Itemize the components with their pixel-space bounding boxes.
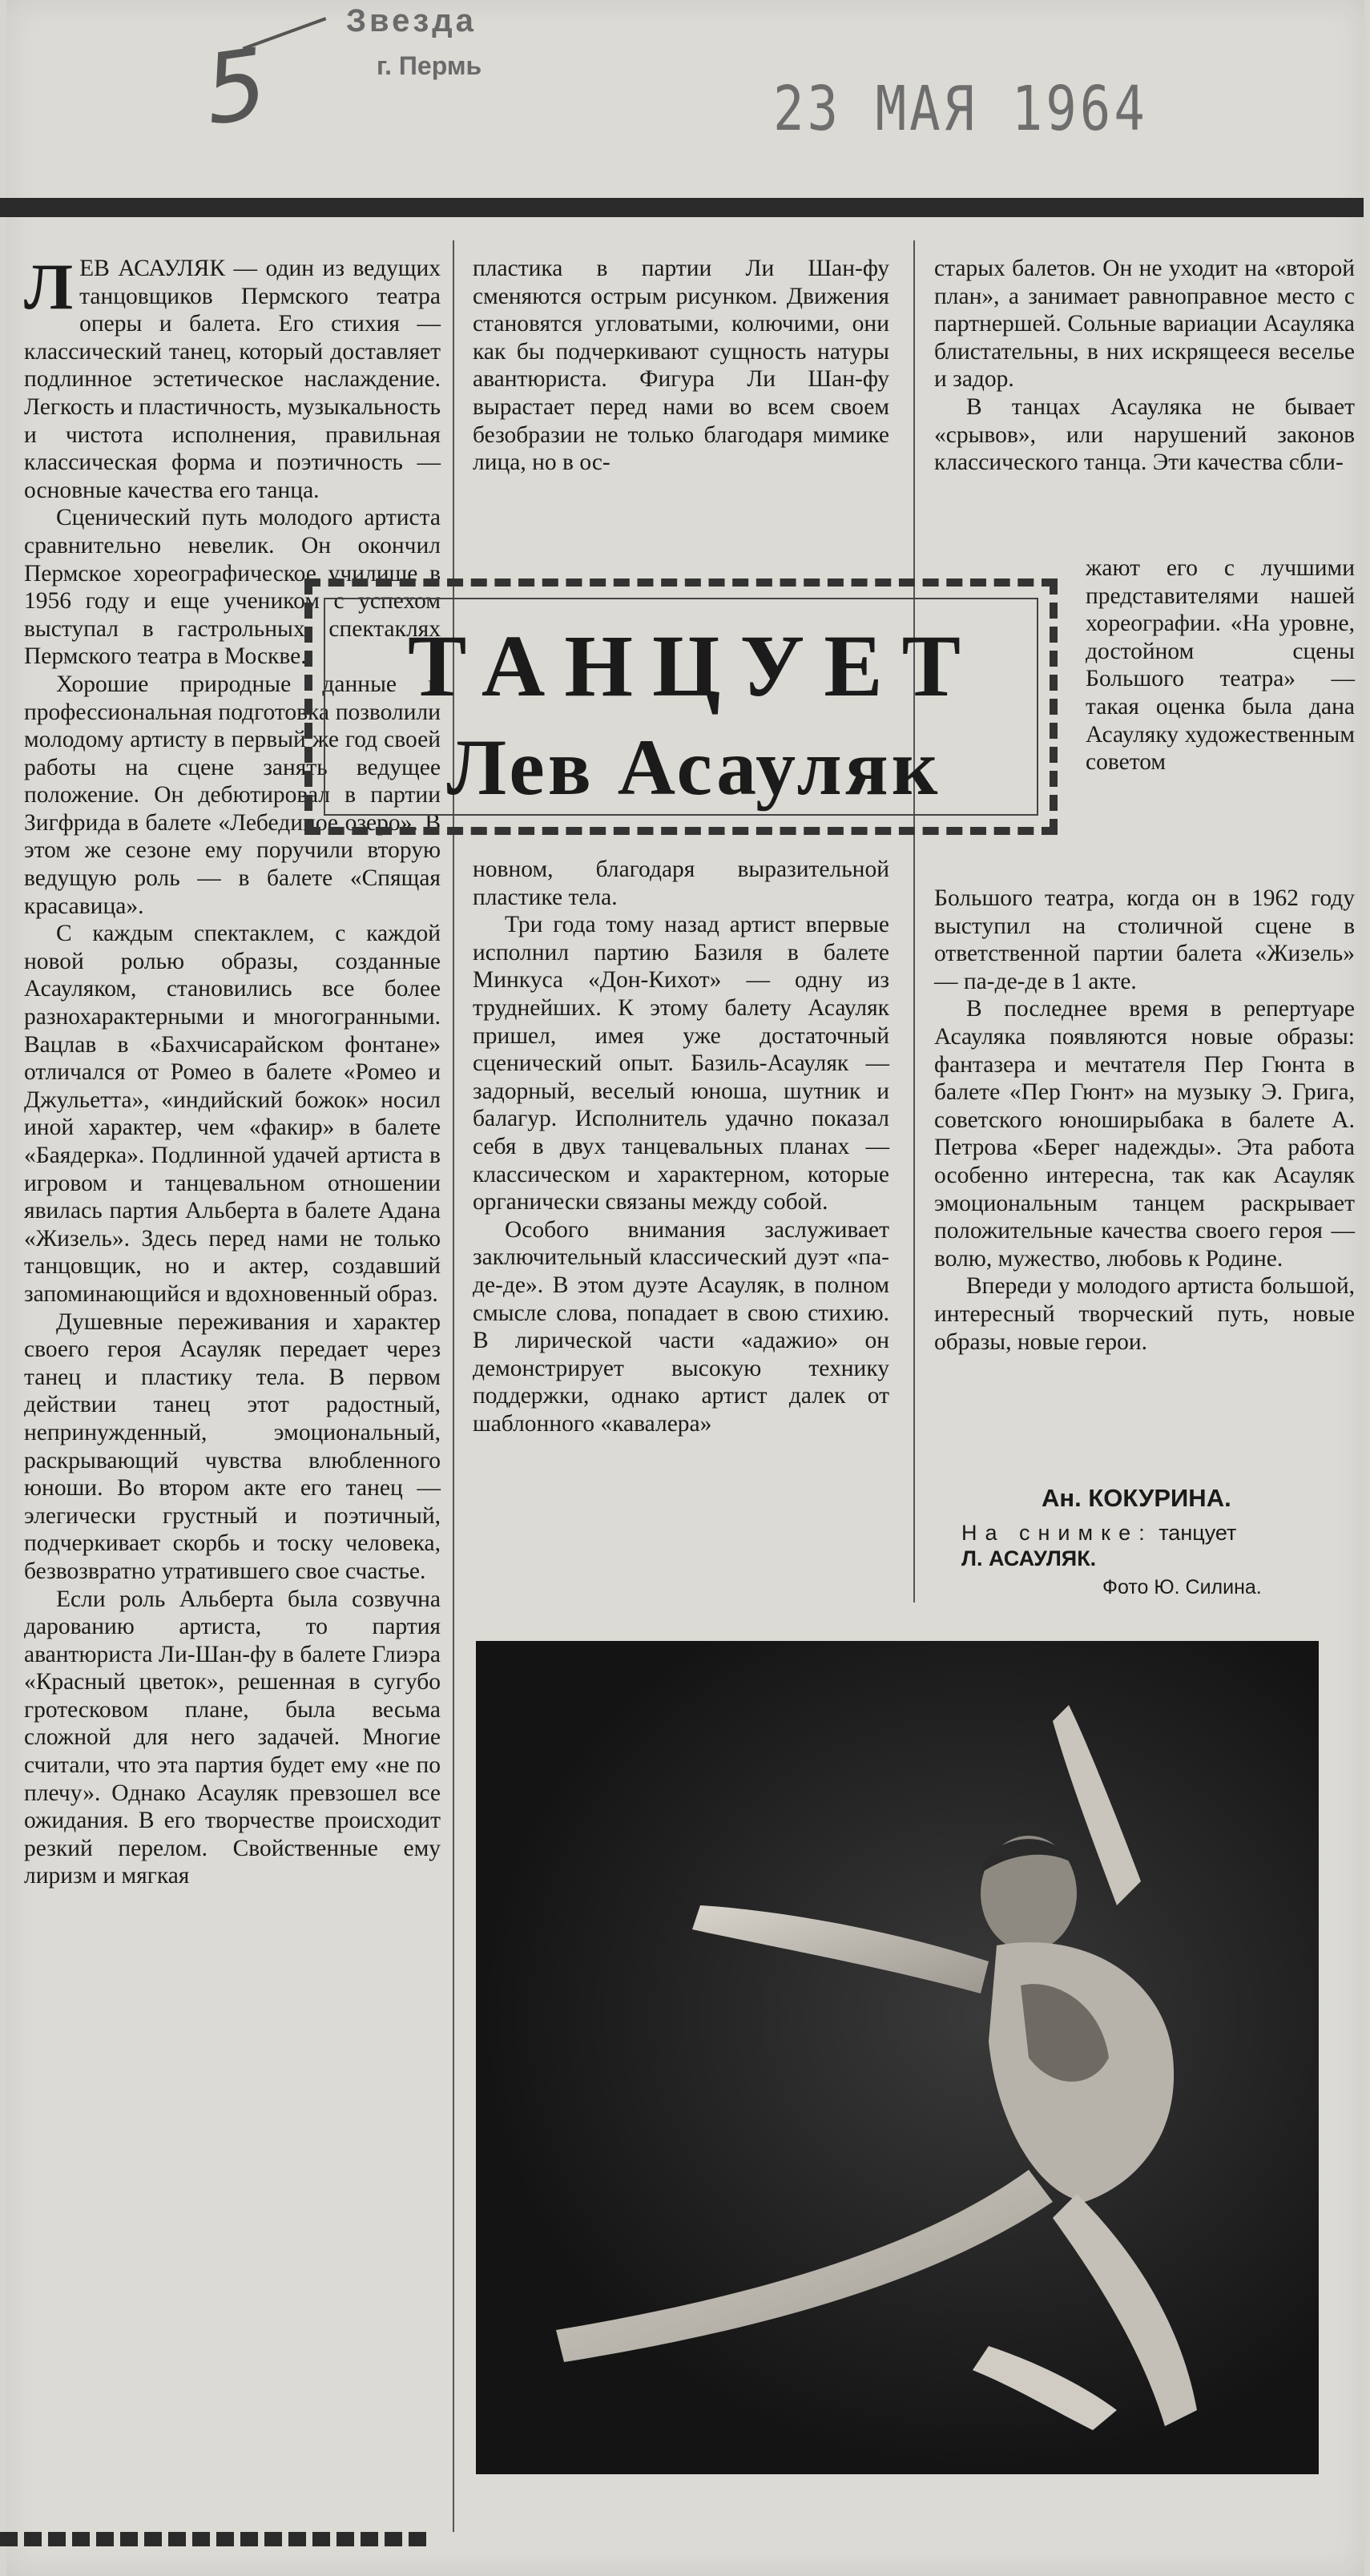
headline-line-1: ТАНЦУЕТ: [408, 617, 980, 715]
paragraph: старых балетов. Он не уходит на «второй план», а занимает равноправное место с партнершей. Сольные вариации Асауляка блистательны, в них искрящееся веселье и задор.: [934, 256, 1355, 393]
paragraph: Особого внимания заслуживает заключительный классический дуэт «па-де-де». В этом дуэте Асауляк, в полном смысле слова, попадает в свою стихию. В лирической части «адажио» он демонстрирует высокую технику поддержки, однако артист далек от шаблонного «кавалера»: [473, 1216, 889, 1437]
photo-caption: [961, 1520, 1354, 1571]
caption-label: На снимке:: [961, 1521, 1153, 1545]
lead-paragraph: ЛЕВ АСАУЛЯК — один из ведущих танцовщиков Пермского театра оперы и балета. Его стихия — классический танец, который доставляет подлинное эстетическое наслаждение. Легкость и пластичность, музыкальность и чистота исполнения, правильная классическая форма и поэтичность — основные качества его танца.: [24, 250, 441, 503]
caption-name: Л. АСАУЛЯК.: [961, 1546, 1097, 1570]
headline-box: [304, 578, 1058, 835]
paragraph: Большого театра, когда он в 1962 году выступил на столичной сцене в ответственной партии балета «Жизель» — па-де-де в 1 акте.: [934, 885, 1355, 994]
paragraph: Сценический путь молодого артиста сравнительно невелик. Он окончил Пермское хореографическое училище в 1956 году и еще учеником с успехом выступал в гастрольных спектаклях Пермского театра в Москве.: [24, 505, 441, 670]
paragraph: Впереди у молодого артиста большой, интересный творческий путь, новые образы, новые герои.: [934, 1273, 1355, 1355]
article-column-1: [24, 250, 441, 1890]
date-stamp: 23 МАЯ 1964: [773, 74, 1148, 146]
paragraph: Хорошие природные данные и профессиональная подготовка позволили молодому артисту в первый же год своей работы на сцене занять ведущее положение. Он дебютировал в партии Зигфрида в балете «Лебединое озеро». В этом же сезоне ему поручили вторую ведущую роль — в балете «Спящая красавица».: [24, 671, 441, 919]
handwritten-mark: 5: [197, 28, 274, 147]
byline: Ан. КОКУРИНА.: [1042, 1484, 1231, 1512]
article-column-3-middle: [1086, 554, 1355, 776]
headline-line-2: Лев Асауляк: [446, 723, 941, 812]
paragraph: новном, благодаря выразительной пластике тела.: [473, 857, 889, 910]
paragraph: Если роль Альберта была созвучна дарованию артиста, то партия авантюриста Ли-Шан-фу в балете Глиэра «Красный цветок», решенная в сугубо гротесковом плане, была весьма сложной для него задачей. Многие считали, что эта партия будет ему «не по плечу». Однако Асауляк превзошел все ожидания. В его творчестве происходит резкий перелом. Свойственные ему лиризм и мягкая: [24, 1586, 441, 1889]
paragraph: Душевные переживания и характер своего героя Асауляк передает через танец и пластику тела. В первом действии танец этот радостный, непринужденный, эмоциональный, раскрывающий чувства влюбленного юноши. Во втором акте его танец — элегически грустный и поэтичный, подчеркивает скорбь и тоску человека, безвозвратно утратившего свое счастье.: [24, 1308, 441, 1584]
article-column-3-top: [934, 255, 1355, 477]
column-divider: [913, 240, 915, 1602]
paragraph: В последнее время в репертуаре Асауляка появляются новые образы: фантазера и мечтателя Пер Гюнта в балете «Пер Гюнт» на музыку Э. Грига, советского юноширыбака в балете А. Петрова «Берег надежды». Эта работа особенно интересна, так как Асауляк эмоциональным танцем раскрывает положительные качества своего героя — волю, мужество, любовь к Родине.: [934, 996, 1355, 1272]
caption-text: танцует: [1158, 1521, 1237, 1545]
newspaper-city: г. Пермь: [377, 51, 482, 80]
dancer-silhouette: [476, 1641, 1319, 2474]
paragraph: жают его с лучшими представителями нашей хореографии. «На уровне, достойном сцены Большого театра» — такая оценка была дана Асауляку художественным советом: [1086, 555, 1355, 776]
photo-credit: Фото Ю. Силина.: [1102, 1576, 1262, 1598]
article-column-3-bottom: [934, 885, 1355, 1356]
paragraph: В танцах Асауляка не бывает «срывов», или нарушений законов классического танца. Эти качества сбли-: [934, 393, 1355, 476]
paragraph: пластика в партии Ли Шан-фу сменяются острым рисунком. Движения становятся угловатыми, колючими, они как бы подчеркивают сущность натуры авантюриста. Фигура Ли Шан-фу вырастает перед нами во всем своем безобразии не только благодаря мимике лица, но в ос-: [473, 256, 889, 476]
newspaper-name: Звезда: [346, 3, 477, 38]
top-rule: [0, 198, 1364, 217]
article-column-2-bottom: [473, 856, 889, 1437]
dancer-photo: [476, 1641, 1319, 2474]
paragraph: С каждым спектаклем, с каждой новой ролью образы, созданные Асауляком, становились все более разнохарактерными и многогранными. Вацлав в «Бахчисарайском фонтане» отличался от Ромео в балете «Ромео и Джульетта», «индийский божок» носил иной характер, чем «факир» в балете «Баядерка». Подлинной удачей артиста в игровом и танцевальном отношении явилась партия Альберта в балете Адана «Жизель». Здесь перед нами не только танцовщик, но и актер, создавший запоминающийся и вдохновенный образ.: [24, 921, 441, 1307]
drop-cap: Л: [24, 250, 74, 323]
paragraph: Три года тому назад артист впервые исполнил партию Базиля в балете Минкуса «Дон-Кихот» — одну из труднейших. К этому балету Асауляк пришел, имея уже достаточный сценический опыт. Базиль-Асауляк — задорный, веселый юноша, шутник и балагур. Исполнитель удачно показал себя в двух танцевальных планах — классическом и характерном, которые органически связаны между собой.: [473, 912, 889, 1215]
bottom-rule: [0, 2532, 433, 2546]
article-column-2-top: [473, 255, 889, 477]
